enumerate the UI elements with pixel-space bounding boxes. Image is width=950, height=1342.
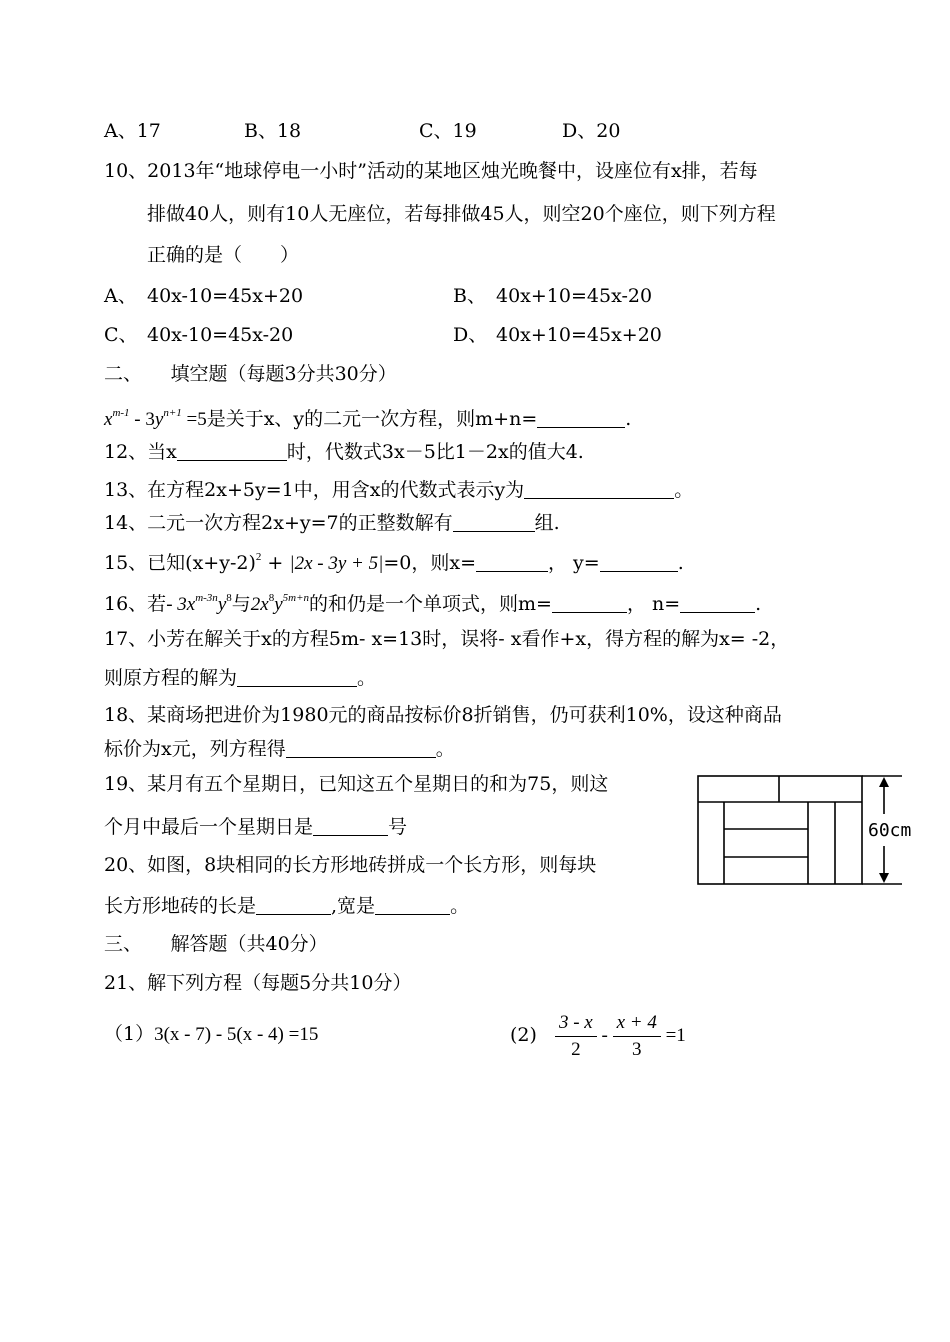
q16-n-blank[interactable] xyxy=(680,594,755,613)
q16-end: . xyxy=(755,593,762,615)
q14 xyxy=(104,511,560,535)
q20-length-blank[interactable] xyxy=(256,896,331,915)
q12-suffix: 时，代数式3x－5比1－2x的值大4. xyxy=(286,441,584,463)
figure-outer-rect xyxy=(698,776,862,884)
q15-prefix: 15、已知(x+y-2) xyxy=(104,552,256,574)
q11-answer-blank[interactable] xyxy=(537,409,625,428)
q18-prefix: 标价为x元，列方程得 xyxy=(104,738,286,760)
q18-suffix: 。 xyxy=(435,738,455,760)
q21-part2-den1: 2 xyxy=(571,1038,581,1060)
q17-answer-blank[interactable] xyxy=(237,668,357,687)
q15-eq: =0，则x= xyxy=(383,552,477,574)
q16-m-blank[interactable] xyxy=(552,594,627,613)
q21-part2-eq: =1 xyxy=(660,1025,686,1046)
q10-option-c-label: C、 xyxy=(104,324,138,346)
q15-y-blank[interactable] xyxy=(600,553,678,572)
q21-part1-expr: 3(x - 7) - 5(x - 4) =15 xyxy=(154,1024,319,1045)
q12-answer-blank[interactable] xyxy=(177,442,287,461)
q21-part2-den2: 3 xyxy=(631,1038,642,1060)
q13 xyxy=(104,478,693,502)
q21-title: 21、解下列方程（每题5分共10分） xyxy=(104,972,412,994)
section2-heading: 二、 填空题（每题3分共30分） xyxy=(104,363,397,385)
q9-option-a: A、17 xyxy=(104,120,161,142)
q20-width-label: ,宽是 xyxy=(331,895,376,917)
q21-part2-minus: - xyxy=(596,1025,613,1046)
q19-prefix: 个月中最后一个星期日是 xyxy=(104,816,314,838)
q21-part2-label: (2) xyxy=(510,1024,537,1046)
section3-heading: 三、 解答题（共40分） xyxy=(104,933,328,955)
q15-plus: + xyxy=(261,552,290,574)
q12-prefix: 12、当x xyxy=(104,441,177,463)
q15-abs: |2x - 3y + 5| xyxy=(289,553,384,574)
q18-answer-blank[interactable] xyxy=(286,739,436,758)
q20-line2 xyxy=(104,894,469,918)
q17-line2 xyxy=(104,666,376,690)
q10-option-a-label: A、 xyxy=(104,285,137,307)
q10-option-c: 40x-10=45x-20 xyxy=(147,324,294,346)
q15-end: . xyxy=(677,552,684,574)
q16-term4: y xyxy=(274,594,283,615)
figure-dimension-label: 60cm xyxy=(868,820,912,841)
q9-option-d: D、20 xyxy=(562,120,621,142)
q17-line1: 17、小芳在解关于x的方程5m- x=13时，误将- x看作+x，得方程的解为x= -2， xyxy=(104,628,790,650)
q20-suffix: 。 xyxy=(450,895,470,917)
q18-line2 xyxy=(104,737,455,761)
q16-exp2: 8 xyxy=(226,592,232,604)
q14-answer-blank[interactable] xyxy=(453,513,535,532)
q11-end: . xyxy=(625,408,632,430)
q14-prefix: 14、二元一次方程2x+y=7的正整数解有 xyxy=(104,512,453,534)
q16-exp1: m-3n xyxy=(195,592,218,604)
q11-x: x xyxy=(104,409,113,430)
q15-square: 2 xyxy=(255,551,262,563)
q20-width-blank[interactable] xyxy=(375,896,450,915)
q11-exp2: n+1 xyxy=(163,407,182,419)
q15-x-blank[interactable] xyxy=(476,553,548,572)
q19-suffix: 号 xyxy=(388,816,408,838)
q11 xyxy=(104,401,631,432)
q20-prefix: 长方形地砖的长是 xyxy=(104,895,257,917)
q11-minus: - 3 xyxy=(129,409,155,430)
q21-part1 xyxy=(104,1022,318,1047)
q16-term3: 2x xyxy=(250,594,269,615)
figure-arrow-up xyxy=(879,777,889,787)
q11-eq: =5 xyxy=(181,409,207,430)
q16-term1: - 3x xyxy=(166,594,196,615)
q10-option-d-label: D、 xyxy=(453,324,488,346)
q9-option-b: B、18 xyxy=(244,120,302,142)
q21-part2-fraction1 xyxy=(555,1010,597,1063)
q16-exp4: 5m+n xyxy=(282,592,310,604)
q13-suffix: 。 xyxy=(674,479,694,501)
q10-line2: 排做40人，则有10人无座位，若每排做45人，则空20个座位，则下列方程 xyxy=(147,203,776,225)
q11-rest: 是关于x、y的二元一次方程，则m+n= xyxy=(206,408,538,430)
q16-and: 与 xyxy=(231,593,251,615)
q16-term2: y xyxy=(217,594,227,615)
q21-part2-fraction2 xyxy=(613,1010,661,1063)
q13-answer-blank[interactable] xyxy=(524,480,674,499)
q18-line1: 18、某商场把进价为1980元的商品按标价8折销售，仍可获利10%，设这种商品 xyxy=(104,704,782,726)
q16-prefix: 16、若 xyxy=(104,593,167,615)
q11-y: y xyxy=(154,409,164,430)
q14-suffix: 组. xyxy=(534,512,560,534)
q19-line1: 19、某月有五个星期日，已知这五个星期日的和为75，则这 xyxy=(104,773,609,795)
q16-n-label: ， n= xyxy=(626,593,681,615)
q21-part2-num1: 3 - x xyxy=(555,1010,597,1037)
q21-part1-label: （1） xyxy=(104,1023,155,1045)
q10-option-d: 40x+10=45x+20 xyxy=(496,324,662,346)
q19-line2 xyxy=(104,815,407,839)
q17-prefix: 则原方程的解为 xyxy=(104,667,238,689)
q10-option-a: 40x-10=45x+20 xyxy=(147,285,304,307)
q16-rest: 的和仍是一个单项式，则m= xyxy=(309,593,552,615)
q16 xyxy=(104,586,761,617)
q20-line1: 20、如图，8块相同的长方形地砖拼成一个长方形，则每块 xyxy=(104,854,597,876)
q13-prefix: 13、在方程2x+5y=1中，用含x的代数式表示y为 xyxy=(104,479,525,501)
q19-answer-blank[interactable] xyxy=(313,817,388,836)
q10-line1: 10、2013年“地球停电一小时”活动的某地区烛光晚餐中，设座位有x排，若每 xyxy=(104,160,758,182)
q16-exp3: 8 xyxy=(268,592,275,604)
figure-arrow-down xyxy=(879,873,889,883)
q10-option-b: 40x+10=45x-20 xyxy=(496,285,653,307)
q9-option-c: C、19 xyxy=(419,120,477,142)
q15 xyxy=(104,545,684,576)
q11-exp1: m-1 xyxy=(112,407,130,419)
q12 xyxy=(104,440,584,464)
q21-part2-num2: x + 4 xyxy=(613,1010,661,1037)
q21-part2 xyxy=(510,1008,686,1063)
q10-option-b-label: B、 xyxy=(453,285,486,307)
q15-y-label: ， y= xyxy=(548,552,600,574)
q10-line3: 正确的是（ ） xyxy=(147,244,300,266)
q17-suffix: 。 xyxy=(357,667,377,689)
tile-figure xyxy=(690,770,930,890)
